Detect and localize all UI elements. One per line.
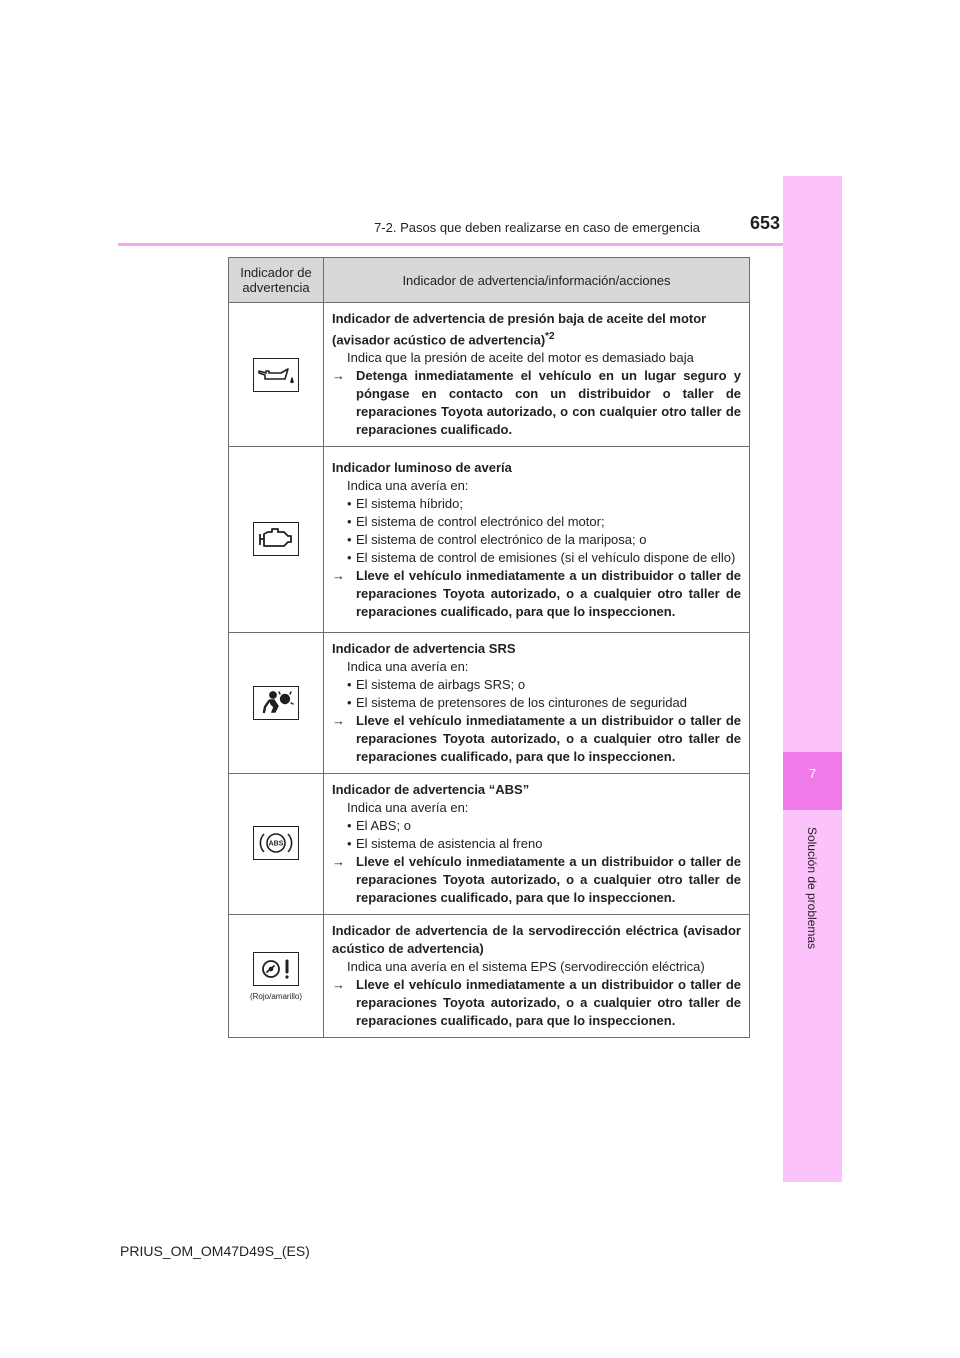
- arrow-icon: →: [332, 368, 345, 384]
- document-code: PRIUS_OM_OM47D49S_(ES): [120, 1243, 310, 1259]
- table-row: [229, 915, 750, 1038]
- list-item: • El sistema de control de emisiones (si el vehículo dispone de ello): [347, 549, 741, 567]
- eps-steering-icon: [253, 952, 299, 986]
- table-row: [229, 303, 750, 447]
- row-title: Indicador de advertencia SRS: [332, 641, 516, 657]
- description-cell: [324, 447, 750, 633]
- row-action: → Lleve el vehículo inmediatamente a un distribuidor o taller de reparaciones Toyota autorizado, o a cualquier otro taller de reparaciones cualificado, para que lo inspeccionen.: [332, 977, 741, 1029]
- chapter-tab-number: 7: [808, 766, 817, 781]
- chapter-side-strip: [783, 176, 842, 1182]
- list-item: • El sistema híbrido;: [347, 495, 741, 513]
- list-item: • El sistema de control electrónico de la mariposa; o: [347, 531, 741, 549]
- chapter-tab-label: Solución de problemas: [805, 826, 820, 950]
- description-cell: [324, 915, 750, 1038]
- row-title: Indicador luminoso de avería: [332, 459, 512, 475]
- list-item: • El sistema de asistencia al freno: [347, 835, 741, 853]
- icon-cell: [229, 915, 324, 1038]
- description-cell: [324, 774, 750, 915]
- description-cell: [324, 633, 750, 774]
- srs-airbag-icon: [253, 686, 299, 720]
- table-row: [229, 447, 750, 633]
- footnote-marker: *2: [545, 331, 555, 342]
- table-header-row: [229, 258, 750, 303]
- header-description: Indicador de advertencia/información/acciones: [324, 258, 750, 303]
- row-title: Indicador de advertencia de presión baja de aceite del motor (avisador acústico de advertencia)$^{*2}$: [332, 311, 707, 348]
- chapter-tab: [783, 752, 842, 810]
- list-item: • El sistema de pretensores de los cinturones de seguridad: [347, 694, 741, 712]
- row-description: Indica una avería en:: [347, 477, 469, 493]
- icon-cell: [229, 633, 324, 774]
- list-item: • El ABS; o: [347, 817, 741, 835]
- bullet-list: [332, 495, 741, 567]
- row-description: Indica que la presión de aceite del motor es demasiado baja: [347, 350, 694, 366]
- warning-indicator-table: [228, 257, 750, 1038]
- row-description: Indica una avería en el sistema EPS (servodirección eléctrica): [347, 959, 705, 975]
- row-description: Indica una avería en:: [347, 659, 469, 675]
- bullet-list: [332, 817, 741, 853]
- page-number: 653: [749, 213, 780, 233]
- header-divider: [118, 243, 783, 246]
- list-item: • El sistema de airbags SRS; o: [347, 676, 741, 694]
- list-item: • El sistema de control electrónico del motor;: [347, 513, 741, 531]
- arrow-icon: →: [332, 977, 345, 993]
- row-action: → Lleve el vehículo inmediatamente a un distribuidor o taller de reparaciones Toyota autorizado, o a cualquier otro taller de reparaciones cualificado, para que lo inspeccionen.: [332, 854, 741, 906]
- arrow-icon: →: [332, 854, 345, 870]
- table-row: [229, 633, 750, 774]
- row-action: → Lleve el vehículo inmediatamente a un distribuidor o taller de reparaciones Toyota autorizado, o a cualquier otro taller de reparaciones cualificado, para que lo inspeccionen.: [332, 713, 741, 765]
- icon-cell: [229, 447, 324, 633]
- description-cell: [324, 303, 750, 447]
- icon-cell: [229, 774, 324, 915]
- row-description: Indica una avería en:: [347, 800, 469, 816]
- icon-cell: [229, 303, 324, 447]
- row-title: Indicador de advertencia “ABS”: [332, 782, 530, 798]
- section-title: 7-2. Pasos que deben realizarse en caso de emergencia: [374, 220, 700, 235]
- row-action: → Lleve el vehículo inmediatamente a un distribuidor o taller de reparaciones Toyota autorizado, o a cualquier otro taller de reparaciones cualificado, para que lo inspeccionen.: [332, 567, 741, 619]
- row-title: Indicador de advertencia de la servodirección eléctrica (avisador acústico de advertencia): [332, 923, 741, 957]
- arrow-icon: →: [332, 713, 345, 729]
- oil-pressure-icon: [253, 358, 299, 392]
- table-row: [229, 774, 750, 915]
- icon-caption: (Rojo/amarillo): [249, 991, 302, 1001]
- arrow-icon: →: [332, 567, 345, 583]
- abs-icon: [253, 826, 299, 860]
- header-indicator: Indicador de advertencia: [229, 258, 324, 303]
- bullet-list: [332, 676, 741, 712]
- abs-icon-text: ABS: [268, 840, 284, 848]
- row-action: → Detenga inmediatamente el vehículo en un lugar seguro y póngase en contacto con un distribuidor o taller de reparaciones Toyota autorizado, o con cualquier otro taller de reparaciones cualificado.: [332, 368, 741, 438]
- check-engine-icon: [253, 522, 299, 556]
